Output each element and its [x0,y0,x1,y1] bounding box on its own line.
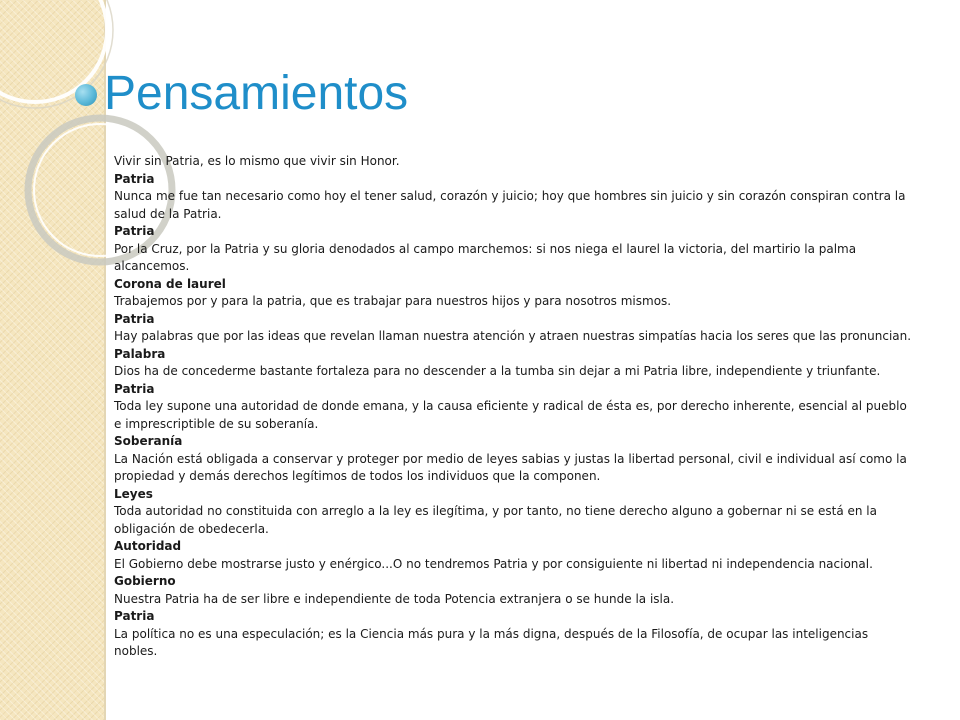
entry-text: La política no es una especulación; es la Ciencia más pura y la más digna, después de la Filosofía, de ocupar las inteligencias nobles. [114,626,869,658]
entry-text: Toda ley supone una autoridad de donde emana, y la causa eficiente y radical de ésta es, por derecho inherente, esencial al pueblo e imprescriptible de su soberanía. [114,399,907,431]
entry-text: Nuestra Patria ha de ser libre e independiente de toda Potencia extranjera o se hunde la isla. [114,591,675,606]
entry-heading: Palabra [114,346,166,361]
decorative-side-band [0,0,106,720]
entry-heading: Leyes [114,486,153,501]
entry-text: Por la Cruz, por la Patria y su gloria denodados al campo marchemos: si nos niega el laurel la victoria, del martirio la palma alcancemos. [114,241,857,273]
entry-heading: Corona de laurel [114,276,226,291]
entry-heading: Patria [114,381,155,396]
entry-text: Hay palabras que por las ideas que revelan llaman nuestra atención y atraen nuestras simpatías hacia los seres que las pronuncian. [114,329,912,343]
entry-heading: Patria [114,224,155,238]
entry-heading: Gobierno [114,574,176,588]
entry-text: Trabajemos por y para la patria, que es trabajar para nuestros hijos y para nosotros mismos. [114,294,672,308]
entry-text: El Gobierno debe mostrarse justo y enérgico...O no tendremos Patria y por consiguiente ni libertad ni independencia nacional. [114,556,873,571]
title-bullet-icon [75,84,97,106]
page-title: Pensamientos [104,67,409,120]
entry-heading: Patria [114,171,155,186]
entry-text: Dios ha de concederme bastante fortaleza para no descender a la tumba sin dejar a mi Patria libre, independiente y triunfante. [114,364,881,378]
intro-quote: Vivir sin Patria, es lo mismo que vivir sin Honor. [114,154,400,168]
quotes-body [114,153,914,661]
entry-text: La Nación está obligada a conservar y proteger por medio de leyes sabias y justas la libertad personal, civil e individual así como la propiedad y demás derechos legítimos de todos los individuos que la componen. [114,451,907,483]
entry-heading: Autoridad [114,539,182,553]
entry-heading: Patria [114,609,155,623]
entry-text: Nunca me fue tan necesario como hoy el tener salud, corazón y juicio; hoy que hombres sin juicio y sin corazón conspiran contra la salud de la Patria. [114,189,906,221]
entry-heading: Soberanía [114,434,183,448]
entry-text: Toda autoridad no constituida con arreglo a la ley es ilegítima, y por tanto, no tiene derecho alguno a gobernar ni se está en la obligación de obedecerla. [114,504,877,536]
entry-heading: Patria [114,311,155,326]
